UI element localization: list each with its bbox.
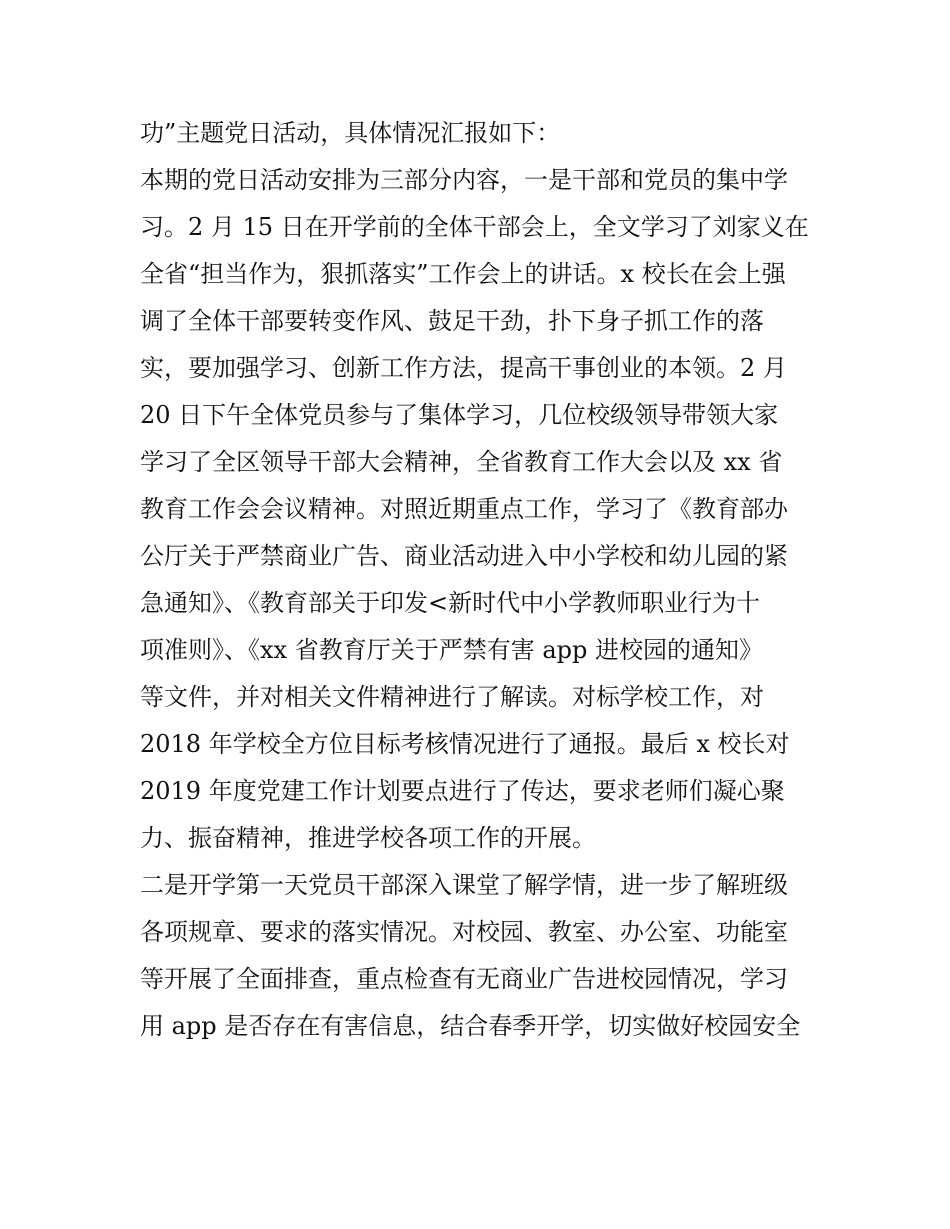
text-line: 二是开学第一天党员干部深入课堂了解学情，进一步了解班级 xyxy=(140,871,788,899)
text-line: 调了全体干部要转变作风、鼓足干劲，扑下身子抓工作的落 xyxy=(140,307,764,335)
text-line: 教育工作会会议精神。对照近期重点工作，学习了《教育部办 xyxy=(140,495,788,523)
text-line: 项准则》、《xx 省教育厅关于严禁有害 app 进校园的通知》 xyxy=(140,636,763,664)
text-line: 2019 年度党建工作计划要点进行了传达，要求老师们凝心聚 xyxy=(140,777,785,805)
text-line: 用 app 是否存在有害信息，结合春季开学，切实做好校园安全 xyxy=(140,1012,801,1040)
text-line: 2018 年学校全方位目标考核情况进行了通报。最后 x 校长对 xyxy=(140,730,790,758)
text-line: 急通知》、《教育部关于印发<新时代中小学教师职业行为十 xyxy=(140,589,761,617)
text-line: 本期的党日活动安排为三部分内容，一是干部和党员的集中学 xyxy=(140,166,788,194)
text-line: 功”主题党日活动，具体情况汇报如下： xyxy=(140,119,561,147)
text-line: 全省“担当作为，狠抓落实”工作会上的讲话。x 校长在会上强 xyxy=(140,260,786,288)
body-text xyxy=(140,110,830,1050)
text-line: 等文件，并对相关文件精神进行了解读。对标学校工作，对 xyxy=(140,683,764,711)
text-line: 学习了全区领导干部大会精神，全省教育工作大会以及 xx 省 xyxy=(140,448,783,476)
text-line: 等开展了全面排查，重点检查有无商业广告进校园情况，学习 xyxy=(140,965,788,993)
text-line: 力、振奋精神，推进学校各项工作的开展。 xyxy=(140,824,596,852)
text-line: 习。2 月 15 日在开学前的全体干部会上，全文学习了刘家义在 xyxy=(140,213,809,241)
text-line: 实，要加强学习、创新工作方法，提高干事创业的本领。2 月 xyxy=(140,354,787,382)
text-line: 20 日下午全体党员参与了集体学习，几位校级领导带领大家 xyxy=(140,401,779,429)
text-line: 各项规章、要求的落实情况。对校园、教室、办公室、功能室 xyxy=(140,918,788,946)
text-line: 公厅关于严禁商业广告、商业活动进入中小学校和幼儿园的紧 xyxy=(140,542,788,570)
